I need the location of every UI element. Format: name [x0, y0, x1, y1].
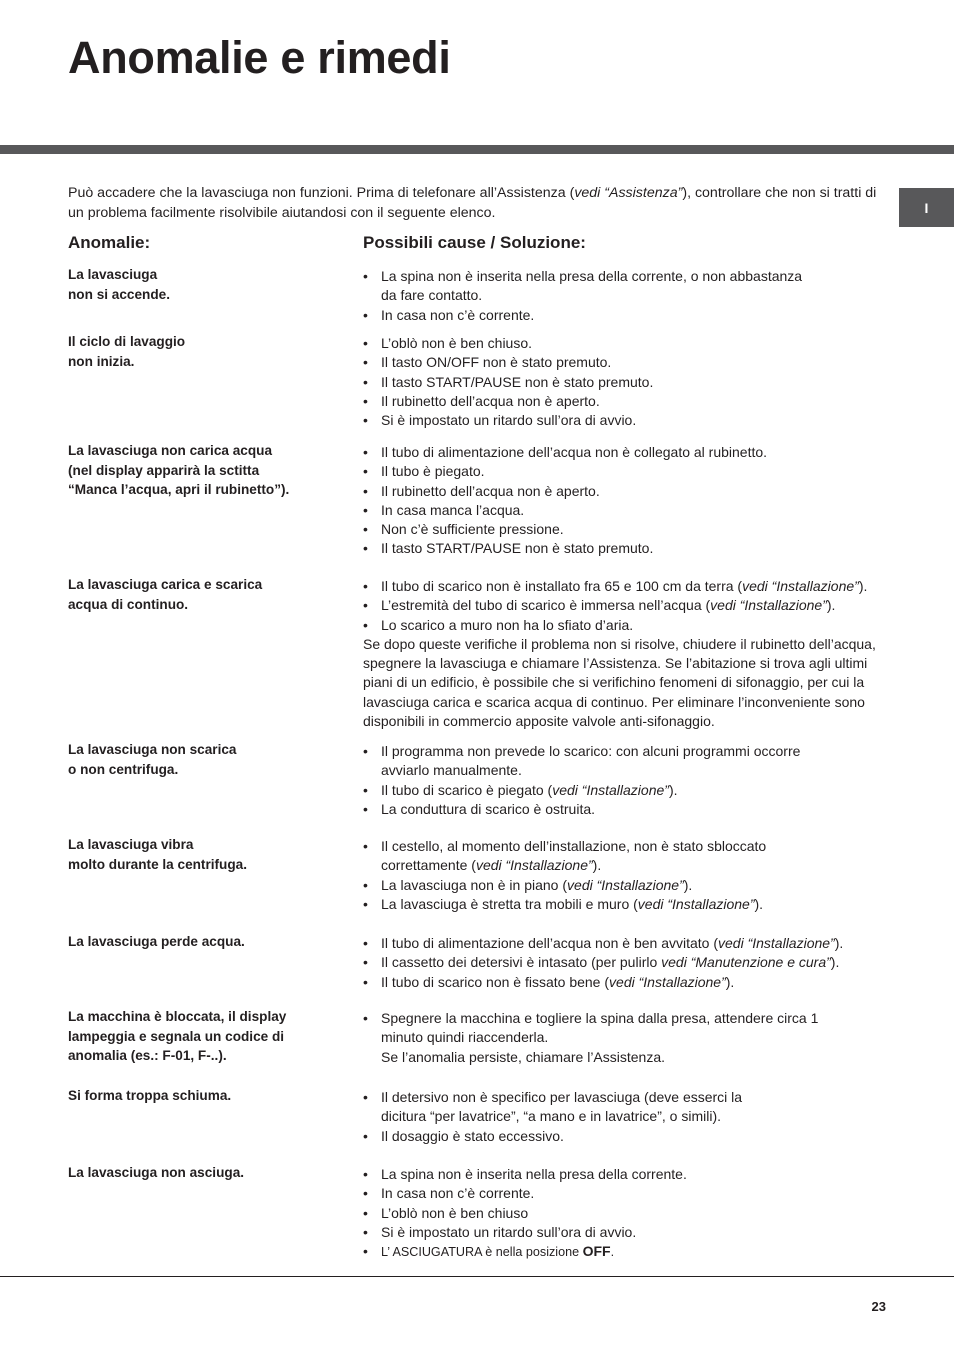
- cause-text: Il cassetto dei detersivi è intasato (per pulirlo: [381, 954, 662, 971]
- intro-paragraph: [68, 183, 890, 223]
- cause-item: [363, 837, 893, 876]
- cause-reference: vedi “Installazione”: [742, 578, 859, 594]
- anomaly-label: La lavasciuga carica e scarica acqua di continuo.: [68, 577, 263, 612]
- cause-item: [363, 742, 893, 781]
- anomaly-label: La lavasciuga perde acqua.: [68, 934, 245, 949]
- cause-text: L’oblò non è ben chiuso.: [381, 335, 533, 351]
- cause-reference: vedi “Installazione”: [552, 781, 669, 798]
- cause-item: [363, 373, 893, 392]
- cause-item: [363, 953, 893, 972]
- cause-list: [363, 1165, 893, 1262]
- cause-item: [363, 577, 893, 596]
- cause-text: correttamente (: [381, 857, 476, 874]
- cause-list: [363, 334, 893, 430]
- cause-item: [363, 353, 893, 372]
- cause-text: In casa manca l’acqua.: [381, 501, 525, 518]
- cause-text: OFF: [582, 1243, 611, 1260]
- cause-text: Il tubo di alimentazione dell’acqua non è collegato al rubinetto.: [381, 444, 768, 460]
- cause-note: Se dopo queste verifiche il problema non si risolve, chiudere il rubinetto dell’acqua, spegnere la lavasciuga e chiamare l’Assistenza. Se l’abitazione si trova agli ultimi piani di un edificio, è possibile che si verifichino fenomeni di sifonaggio, per cui la lavasciuga carica e scarica acqua di continuo. Per eliminare l’inconveniente sono disponibili in commercio apposite valvole anti-sifonaggio.: [363, 635, 876, 730]
- cause-text: La conduttura di scarico è ostruita.: [381, 800, 596, 817]
- anomaly-label: La lavasciuga non carica acqua (nel display apparirà la sctitta “Manca l’acqua, apri il rubinetto”).: [68, 443, 290, 497]
- anomaly-label: La macchina è bloccata, il display lampeggia e segnala un codice di anomalia (es.: F-01, F-..).: [68, 1009, 287, 1063]
- cause-item: [363, 501, 893, 520]
- cause-list: [363, 837, 893, 914]
- page-number: 23: [871, 1299, 886, 1314]
- cause-text: Il rubinetto dell’acqua non è aperto.: [381, 392, 600, 409]
- cause-item: [363, 895, 893, 914]
- cause-item: [363, 1009, 893, 1067]
- cause-text: Lo scarico a muro non ha lo sfiato d’aria.: [381, 616, 634, 633]
- cause-list: [363, 742, 893, 819]
- cause-text: ).: [834, 935, 844, 951]
- anomaly-label: Il ciclo di lavaggio non inizia.: [68, 334, 186, 369]
- cause-text: Il cestello, al momento dell’installazione, non è stato sbloccato: [381, 838, 767, 854]
- anomaly-label: La lavasciuga non scarica o non centrifuga.: [68, 742, 237, 777]
- cause-text: ).: [725, 973, 735, 990]
- cause-item: [363, 1127, 893, 1146]
- cause-item: [363, 334, 893, 353]
- cause-text: La spina non è inserita nella presa della corrente, o non abbastanza: [381, 268, 803, 284]
- cause-text: Il dosaggio è stato eccessivo.: [381, 1127, 564, 1144]
- anomaly-label: La lavasciuga non asciuga.: [68, 1165, 245, 1180]
- cause-reference: vedi “Manutenzione e cura”: [661, 954, 831, 971]
- cause-item: [363, 520, 893, 539]
- cause-text: Il tubo di scarico è piegato (: [381, 781, 553, 798]
- cause-reference: vedi “Installazione”: [710, 597, 827, 614]
- cause-list: [363, 1009, 893, 1067]
- cause-item: [363, 596, 893, 615]
- cause-reference: vedi “Installazione”: [718, 935, 835, 951]
- cause-text: Il tubo di scarico non è fissato bene (: [381, 973, 610, 990]
- intro-text-1: Può accadere che la lavasciuga non funzioni. Prima di telefonare all’Assistenza (: [68, 185, 575, 201]
- cause-text: La lavasciuga è stretta tra mobili e muro (: [381, 895, 638, 912]
- cause-text: L’estremità del tubo di scarico è immersa nell’acqua (: [381, 597, 711, 614]
- cause-item: [363, 1242, 893, 1262]
- cause-reference: vedi “Installazione”: [475, 857, 593, 874]
- footer-rule: [0, 1276, 954, 1277]
- language-tab: I: [899, 188, 954, 227]
- header-rule: [0, 145, 954, 154]
- cause-text: Il tubo di alimentazione dell’acqua non è ben avvitato (: [381, 935, 718, 951]
- anomaly-label: La lavasciuga non si accende.: [68, 267, 170, 302]
- cause-text: Si è impostato un ritardo sull’ora di avvio.: [381, 412, 637, 429]
- cause-item: [363, 267, 893, 306]
- cause-item: [363, 616, 893, 635]
- cause-item: [363, 781, 893, 800]
- cause-item: [363, 462, 893, 481]
- cause-text: avviarlo manualmente.: [381, 762, 522, 779]
- cause-text: minuto quindi riaccenderla.: [381, 1029, 549, 1046]
- cause-text: Spegnere la macchina e togliere la spina dalla presa, attendere circa 1: [381, 1010, 819, 1026]
- cause-text: dicitura “per lavatrice”, “a mano e in lavatrice”, o simili).: [381, 1108, 721, 1125]
- cause-item: [363, 1204, 893, 1223]
- cause-text: In casa non c’è corrente.: [381, 306, 535, 323]
- cause-item: [363, 1223, 893, 1242]
- anomaly-label: Si forma troppa schiuma.: [68, 1088, 232, 1103]
- cause-text: Il tasto START/PAUSE non è stato premuto.: [381, 373, 654, 390]
- cause-text: .: [610, 1245, 615, 1260]
- cause-text: ).: [826, 597, 836, 614]
- intro-reference: vedi “Assistenza”: [574, 185, 683, 201]
- causes-heading: Possibili cause / Soluzione:: [363, 233, 586, 252]
- cause-item: [363, 482, 893, 501]
- cause-text: Il tubo di scarico non è installato fra 65 e 100 cm da terra (: [381, 578, 743, 594]
- cause-text: ).: [858, 578, 868, 594]
- cause-item: [363, 1184, 893, 1203]
- cause-text: ).: [830, 954, 840, 971]
- cause-item: [363, 539, 893, 558]
- cause-item: [363, 876, 893, 895]
- cause-text: Si è impostato un ritardo sull’ora di avvio.: [381, 1223, 637, 1240]
- cause-list: [363, 934, 893, 992]
- cause-text: In casa non c’è corrente.: [381, 1185, 535, 1202]
- cause-list: [363, 267, 893, 325]
- cause-text: Il tasto ON/OFF non è stato premuto.: [381, 354, 612, 371]
- cause-text: L’ ASCIUGATURA è nella posizione: [381, 1245, 583, 1260]
- cause-text: ).: [683, 876, 693, 893]
- cause-item: [363, 800, 893, 819]
- cause-text: da fare contatto.: [381, 287, 483, 304]
- anomalies-heading: Anomalie:: [68, 233, 151, 252]
- page-title: Anomalie e rimedi: [68, 32, 451, 83]
- cause-list: [363, 1088, 893, 1146]
- cause-text: ).: [592, 857, 602, 874]
- cause-item: [363, 411, 893, 430]
- cause-item: [363, 1165, 893, 1184]
- cause-text: La lavasciuga non è in piano (: [381, 876, 568, 893]
- cause-item: [363, 973, 893, 992]
- cause-text: La spina non è inserita nella presa della corrente.: [381, 1166, 687, 1182]
- cause-item: [363, 306, 893, 325]
- cause-text: Il tasto START/PAUSE non è stato premuto.: [381, 540, 654, 557]
- cause-text: Se l’anomalia persiste, chiamare l’Assistenza.: [381, 1048, 666, 1065]
- cause-list: [363, 577, 893, 731]
- cause-text: Il tubo è piegato.: [381, 463, 485, 480]
- cause-item: [363, 1088, 893, 1127]
- cause-reference: vedi “Installazione”: [609, 973, 726, 990]
- cause-item: [363, 392, 893, 411]
- cause-text: L’oblò non è ben chiuso: [381, 1204, 529, 1221]
- cause-list: [363, 443, 893, 559]
- cause-text: ).: [668, 781, 678, 798]
- cause-reference: vedi “Installazione”: [567, 876, 684, 893]
- anomaly-label: La lavasciuga vibra molto durante la centrifuga.: [68, 837, 248, 872]
- cause-text: Non c’è sufficiente pressione.: [381, 521, 564, 538]
- cause-text: ).: [754, 895, 764, 912]
- cause-item: [363, 934, 893, 953]
- intro-text-2: ), controllare che non si tratti di un problema facilmente risolvibile aiutandosi con il seguente elenco.: [68, 185, 877, 221]
- cause-item: [363, 443, 893, 462]
- cause-text: Il detersivo non è specifico per lavasciuga (deve esserci la: [381, 1089, 743, 1105]
- cause-reference: vedi “Installazione”: [637, 895, 755, 912]
- cause-text: Il rubinetto dell’acqua non è aperto.: [381, 482, 600, 499]
- cause-text: Il programma non prevede lo scarico: con alcuni programmi occorre: [381, 743, 801, 759]
